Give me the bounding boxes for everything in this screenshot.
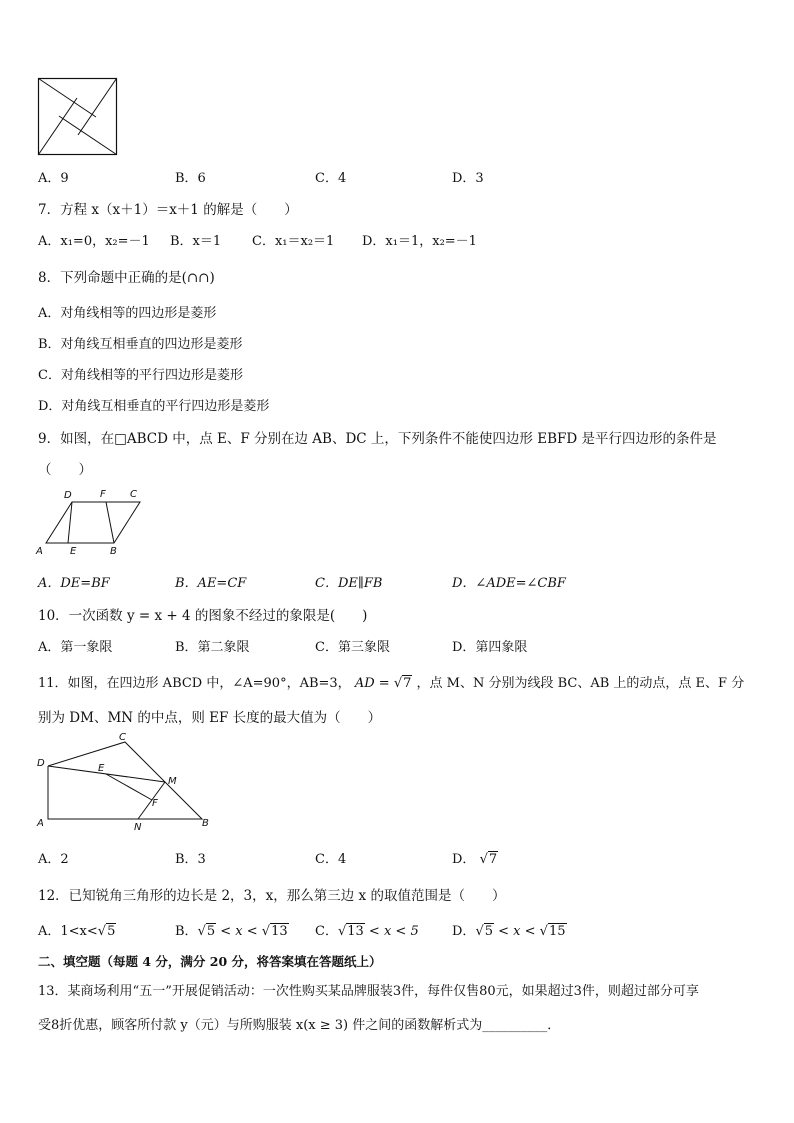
q12-option-d-mid: < x < (494, 924, 540, 939)
q8-option-c[interactable]: C．对角线相等的平行四边形是菱形 (38, 368, 243, 383)
section-2-title: 二、填空题（每题 4 分，满分 20 分，将答案填在答题纸上） (38, 954, 382, 969)
pinwheel-line-1 (39, 79, 97, 118)
q11-option-b[interactable]: B．3 (175, 852, 206, 867)
q6-option-a[interactable]: A．9 (38, 171, 69, 186)
q11-label-d: D (37, 758, 45, 769)
q12-option-d-radicand-2: 15 (548, 924, 566, 939)
q10-option-a[interactable]: A．第一象限 (38, 640, 113, 655)
segment-fb (106, 502, 114, 543)
q9-figure (34, 486, 146, 558)
pinwheel-line-4 (39, 98, 78, 155)
q11-label-f: F (152, 798, 158, 809)
q11-label-b: B (202, 818, 209, 829)
q9-label-a: A (36, 546, 43, 557)
q12-option-b-pre: B． (175, 924, 198, 939)
q12-option-b-radicand-1: 5 (206, 924, 216, 939)
q11-option-d-sqrt: √7 (479, 852, 498, 867)
q9-stem: 9．如图，在□ABCD 中，点 E、F 分别在边 AB、DC 上，下列条件不能使四边形 EBFD 是平行四边形的条件是 (38, 431, 717, 447)
q11-stem-line1 (38, 672, 744, 691)
q10-option-b[interactable]: B．第二象限 (175, 640, 250, 655)
q12-option-a-pre: A．1<x< (38, 924, 98, 939)
q8-stem: 8．下列命题中正确的是(∩∩) (38, 270, 215, 286)
q11-label-e: E (98, 763, 105, 774)
q12-option-d-radicand-1: 5 (484, 924, 494, 939)
q10-option-c[interactable]: C．第三象限 (315, 640, 390, 655)
pinwheel-line-3 (59, 116, 117, 155)
q8-option-b[interactable]: B．对角线互相垂直的四边形是菱形 (38, 337, 243, 352)
q9-option-c[interactable]: C．DE∥FB (315, 576, 383, 591)
q7-option-a[interactable]: A．x₁=0，x₂=－1 (38, 234, 150, 249)
q12-option-d-sqrt-1: √5 (475, 924, 494, 939)
q9-option-d[interactable]: D．∠ADE=∠CBF (452, 576, 566, 591)
segment-ef (106, 774, 152, 800)
q11-stem-line2: 别为 DM、MN 的中点，则 EF 长度的最大值为（ ） (38, 710, 382, 726)
q9-stem-bracket: （ ） (38, 462, 92, 478)
q6-option-d[interactable]: D．3 (452, 171, 484, 186)
pinwheel-line-2 (78, 79, 117, 136)
q12-option-b-sqrt-2: √13 (261, 924, 288, 939)
q13-line2: 受8折优惠，顾客所付款 y（元）与所购服装 x(x ≥ 3) 件之间的函数解析式为__________． (38, 1018, 561, 1033)
q11-figure (34, 730, 214, 834)
q11-option-d[interactable] (452, 848, 498, 867)
q7-option-c[interactable]: C．x₁＝x₂＝1 (252, 234, 335, 249)
q12-option-b-sqrt-1: √5 (197, 924, 216, 939)
q11-option-d-label: D． (452, 852, 476, 867)
q12-option-b-mid: < x < (216, 924, 262, 939)
q9-option-b[interactable]: B．AE=CF (175, 576, 247, 591)
q11-label-c: C (119, 732, 126, 743)
q8-option-a[interactable]: A．对角线相等的四边形是菱形 (38, 306, 217, 321)
q7-stem: 7．方程 x（x＋1）＝x＋1 的解是（ ） (38, 202, 298, 218)
q10-option-d[interactable]: D．第四象限 (452, 640, 528, 655)
q11-label-m: M (168, 776, 177, 787)
q12-option-c-post: < x < 5 (364, 924, 419, 939)
q12-option-d-pre: D． (452, 924, 476, 939)
q12-option-c-pre: C． (315, 924, 338, 939)
q11-stem-ad: AD = (354, 676, 390, 691)
q11-label-n: N (134, 822, 142, 833)
q11-option-a[interactable]: A．2 (38, 852, 69, 867)
q12-option-d[interactable] (452, 920, 567, 939)
q12-option-a-sqrt: √5 (97, 924, 116, 939)
q7-option-d[interactable]: D．x₁＝1，x₂=－1 (362, 234, 477, 249)
q11-stem-part-b: ，点 M、N 分别为线段 BC、AB 上的动点，点 E、F 分 (416, 676, 745, 691)
q12-option-d-sqrt-2: √15 (539, 924, 566, 939)
q9-label-b: B (110, 546, 117, 557)
q11-stem-part-a: 11．如图，在四边形 ABCD 中，∠A=90°，AB=3， (38, 676, 351, 691)
q9-label-f: F (100, 489, 106, 500)
q12-option-a-radicand: 5 (107, 924, 116, 939)
q8-option-d[interactable]: D．对角线互相垂直的平行四边形是菱形 (38, 399, 270, 414)
q9-label-c: C (130, 489, 137, 500)
parallelogram-abcd (46, 502, 140, 543)
q12-option-b-radicand-2: 13 (271, 924, 288, 939)
q10-stem: 10．一次函数 y = x + 4 的图象不经过的象限是( ) (38, 608, 368, 624)
q6-option-c[interactable]: C．4 (315, 171, 347, 186)
q12-stem: 12．已知锐角三角形的边长是 2，3，x，那么第三边 x 的取值范围是（ ） (38, 888, 506, 904)
q12-option-c-sqrt: √13 (337, 924, 364, 939)
q13-line1: 13．某商场利用“五一”开展促销活动：一次性购买某品牌服装3件，每件仅售80元，如果超过3件，则超过部分可享 (38, 984, 699, 999)
q7-option-b[interactable]: B．x＝1 (170, 234, 222, 249)
q11-sqrt-radicand: 7 (403, 676, 412, 691)
q12-option-c-radicand: 13 (347, 924, 364, 939)
q9-option-a[interactable]: A．DE=BF (38, 576, 110, 591)
q11-option-d-radicand: 7 (488, 852, 498, 867)
q12-option-b[interactable] (175, 920, 289, 939)
q12-option-c[interactable] (315, 920, 419, 939)
q9-label-e: E (70, 546, 77, 557)
q12-option-a[interactable] (38, 920, 116, 939)
q9-label-d: D (64, 490, 72, 501)
q6-figure (38, 78, 118, 156)
q11-label-a: A (37, 818, 44, 829)
quadrilateral-abcd (48, 742, 202, 819)
q6-option-b[interactable]: B．6 (175, 171, 206, 186)
q11-sqrt: √7 (393, 676, 412, 691)
q11-option-c[interactable]: C．4 (315, 852, 347, 867)
outer-square (39, 79, 117, 155)
